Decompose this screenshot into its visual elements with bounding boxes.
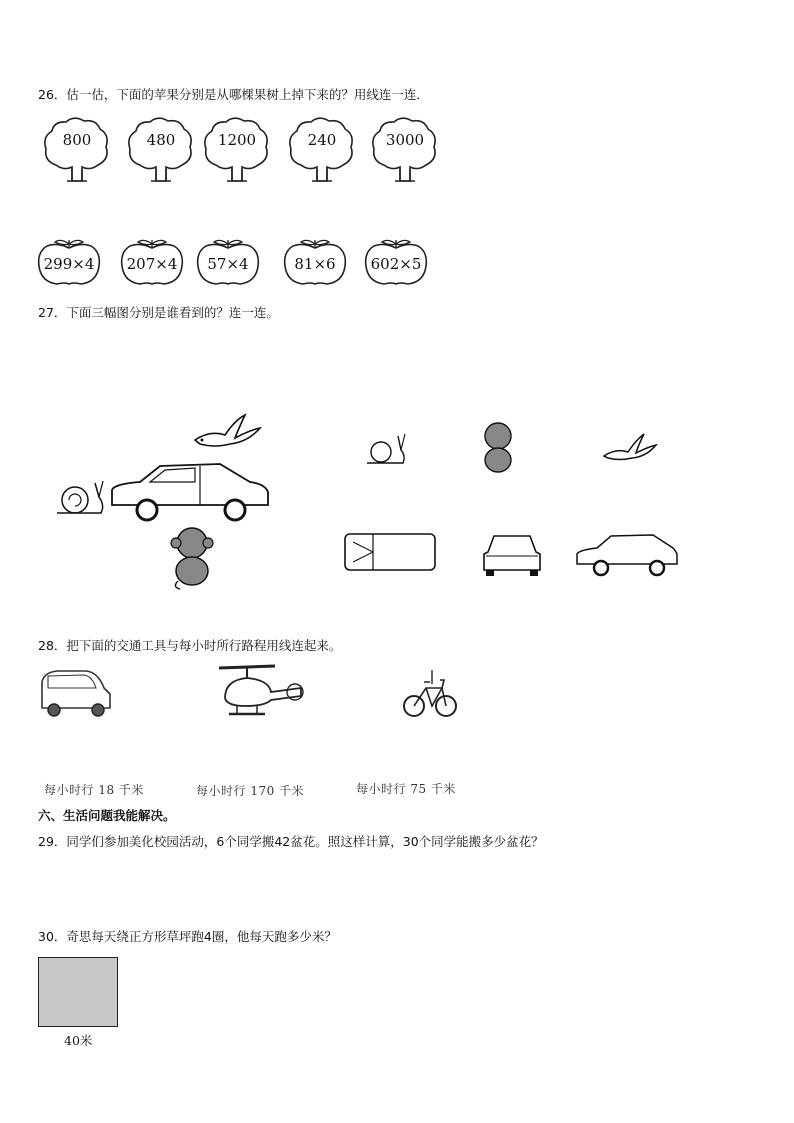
tree-number: 480: [146, 131, 176, 149]
snail-icon: [367, 434, 405, 463]
speed-label-2: 每小时行 170 千米: [196, 784, 305, 798]
section-6-title: 六、生活问题我能解决。: [38, 808, 176, 823]
bird-icon: [195, 415, 260, 446]
tree-icon: [287, 117, 357, 187]
tree-icon: [42, 117, 112, 187]
car-top-view-icon: [345, 534, 435, 570]
car-icon: [112, 464, 268, 520]
square-lawn: [38, 957, 118, 1027]
tree-4[interactable]: [287, 117, 357, 187]
tree-2[interactable]: [126, 117, 196, 187]
monkey-icon: [171, 528, 213, 589]
views-illustration: [340, 420, 690, 590]
helicopter-icon: [215, 662, 305, 722]
speed-label-1: 每小时行 18 千米: [44, 783, 144, 797]
tree-number: 800: [62, 131, 92, 149]
apple-4[interactable]: [283, 238, 347, 286]
tree-number: 3000: [385, 131, 425, 149]
bird-icon: [604, 434, 656, 460]
question-28-text: 28．把下面的交通工具与每小时所行路程用线连起来。: [38, 638, 342, 653]
bicycle-icon: [402, 664, 458, 724]
question-26-text: 26．估一估，下面的苹果分别是从哪棵果树上掉下来的？用线连一连．: [38, 87, 429, 102]
tree-number: 1200: [217, 131, 257, 149]
question-30-text: 30．奇思每天绕正方形草坪跑4圈，他每天跑多少米？: [38, 929, 337, 944]
apple-1[interactable]: [37, 238, 101, 286]
question-29-text: 29．同学们参加美化校园活动，6个同学搬42盆花。照这样计算，30个同学能搬多少盆花？: [38, 834, 544, 849]
tree-icon: [126, 117, 196, 187]
apple-5[interactable]: [364, 238, 428, 286]
tree-3[interactable]: [202, 117, 272, 187]
tree-5[interactable]: [370, 117, 440, 187]
car-front-view-icon: [484, 536, 540, 576]
car-side-view-icon: [577, 535, 677, 575]
apple-3[interactable]: [196, 238, 260, 286]
van-icon: [38, 668, 118, 720]
tree-icon: [370, 117, 440, 187]
apple-2[interactable]: [120, 238, 184, 286]
tree-icon: [202, 117, 272, 187]
square-side-label: 40米: [64, 1033, 93, 1048]
apple-expression: 299×4: [43, 255, 95, 273]
apple-expression: 207×4: [126, 255, 178, 273]
speed-label-3: 每小时行 75 千米: [356, 782, 456, 796]
apple-expression: 57×4: [207, 255, 249, 273]
apple-expression: 602×5: [370, 255, 422, 273]
apple-expression: 81×6: [294, 255, 336, 273]
monkey-icon: [485, 423, 511, 472]
tree-number: 240: [307, 131, 337, 149]
question-27-text: 27．下面三幅图分别是谁看到的？连一连。: [38, 305, 279, 320]
snail-icon: [57, 481, 103, 513]
tree-1[interactable]: [42, 117, 112, 187]
scene-illustration: [50, 405, 290, 590]
